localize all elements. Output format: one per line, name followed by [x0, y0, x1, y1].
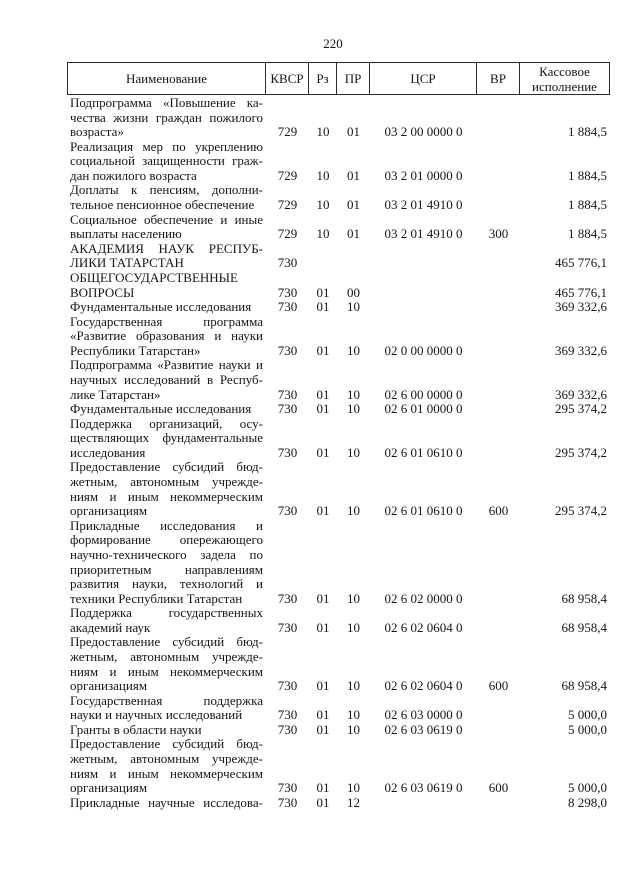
amount-cell: 5 000,0	[568, 721, 607, 737]
vr-cell	[477, 723, 520, 738]
rz-cell: 01	[316, 619, 330, 635]
rz-cell: 10	[316, 124, 330, 140]
name-line: «Развитие образования и науки	[70, 328, 263, 344]
name-line: Предоставление субсидий бюд-	[70, 634, 263, 650]
name-line: выплаты населению	[70, 226, 182, 242]
name-line: академий наук	[70, 619, 151, 635]
amount-cell: 465 776,1	[555, 255, 607, 271]
amount-cell: 295 374,2	[555, 503, 607, 519]
amount-cell: 5 000,0	[568, 707, 607, 723]
rz-cell: 10	[316, 197, 330, 213]
row-name-cell	[68, 417, 266, 461]
name-line: научно-технического задела по	[70, 546, 263, 562]
amount-cell: 5 000,0	[568, 780, 607, 796]
name-line: возраста»	[70, 124, 124, 140]
row-name-cell	[68, 519, 266, 606]
pr-cell: 01	[347, 197, 360, 213]
table-row	[68, 460, 609, 518]
row-name-cell	[68, 315, 266, 359]
name-line: Прикладные исследования и	[70, 517, 263, 533]
name-line: ниям и иным некоммерческим	[70, 765, 263, 781]
header-amount	[520, 63, 609, 94]
pr-cell: 10	[347, 503, 360, 519]
table-row	[68, 140, 609, 184]
table-row	[68, 737, 609, 795]
table-row	[68, 300, 609, 315]
vr-cell: 600	[488, 503, 509, 519]
table-row	[68, 635, 609, 693]
rz-cell: 01	[316, 284, 330, 300]
csr-cell: 02 6 01 0610 0	[384, 503, 463, 519]
header-pr-label: ПР	[344, 71, 362, 86]
row-name-cell	[68, 242, 266, 271]
csr-cell: 02 6 02 0604 0	[384, 619, 463, 635]
rz-cell: 10	[316, 167, 330, 183]
kvsr-cell: 730	[277, 619, 298, 635]
vr-cell	[477, 300, 520, 315]
rz-cell: 01	[316, 721, 330, 737]
kvsr-cell: 730	[277, 401, 298, 417]
amount-cell: 1 884,5	[568, 226, 607, 242]
vr-cell	[477, 344, 520, 359]
name-line: ВОПРОСЫ	[70, 284, 135, 300]
vr-cell: 600	[488, 678, 509, 694]
rz-cell	[309, 256, 337, 271]
amount-cell: 8 298,0	[568, 794, 607, 810]
name-line: Подпрограмма «Повышение ка-	[70, 95, 263, 110]
pr-cell: 10	[347, 342, 360, 358]
vr-cell	[477, 446, 520, 461]
table-body	[67, 95, 610, 810]
row-name-cell	[68, 96, 266, 140]
rz-cell: 01	[316, 386, 330, 402]
pr-cell: 12	[347, 794, 360, 810]
vr-cell	[477, 796, 520, 811]
table-header	[67, 62, 610, 95]
vr-cell	[477, 402, 520, 417]
row-name-cell	[68, 213, 266, 242]
pr-cell: 01	[347, 226, 360, 242]
name-line: Государственная поддержка	[70, 692, 263, 708]
amount-cell: 68 958,4	[561, 678, 607, 694]
name-line: АКАДЕМИЯ НАУК РЕСПУБ-	[70, 240, 263, 256]
csr-cell: 03 2 01 0000 0	[384, 167, 463, 183]
name-line: Предоставление субсидий бюд-	[70, 459, 263, 475]
amount-cell: 369 332,6	[555, 342, 607, 358]
amount-cell: 68 958,4	[561, 590, 607, 606]
name-line: ОБЩЕГОСУДАРСТВЕННЫЕ	[70, 269, 238, 285]
name-line: жетным, автономным учрежде-	[70, 474, 263, 490]
csr-cell: 02 0 00 0000 0	[384, 342, 463, 358]
rz-cell: 10	[316, 226, 330, 242]
name-line: науки и научных исследований	[70, 707, 243, 723]
header-csr	[370, 63, 477, 94]
vr-cell: 300	[488, 226, 509, 242]
vr-cell	[477, 256, 520, 271]
name-line: научных исследований в Респуб-	[70, 371, 263, 387]
table-row	[68, 358, 609, 402]
pr-cell	[337, 256, 370, 271]
rz-cell: 01	[316, 794, 330, 810]
row-name-cell	[68, 358, 266, 402]
kvsr-cell: 730	[277, 342, 298, 358]
csr-cell: 02 6 02 0604 0	[384, 678, 463, 694]
name-line: чества жизни граждан пожилого	[70, 109, 263, 125]
name-line: социальной защищенности граж-	[70, 153, 263, 169]
vr-cell	[477, 621, 520, 636]
header-amount-label: Кассовое исполнение	[532, 63, 597, 94]
name-line: Фундаментальные исследования	[70, 299, 252, 315]
kvsr-cell: 730	[277, 255, 298, 271]
row-name-cell	[68, 183, 266, 212]
table-row	[68, 402, 609, 417]
rz-cell: 01	[316, 342, 330, 358]
name-line: Поддержка организаций, осу-	[70, 415, 263, 431]
row-name-cell	[68, 271, 266, 300]
vr-cell	[477, 125, 520, 140]
amount-cell: 1 884,5	[568, 197, 607, 213]
table-row	[68, 242, 609, 271]
pr-cell: 10	[347, 678, 360, 694]
kvsr-cell: 730	[277, 284, 298, 300]
kvsr-cell: 730	[277, 590, 298, 606]
amount-cell: 1 884,5	[568, 167, 607, 183]
name-line: Реализация мер по укреплению	[70, 138, 263, 154]
amount-cell: 68 958,4	[561, 619, 607, 635]
csr-cell: 02 6 03 0619 0	[384, 780, 463, 796]
vr-cell: 600	[488, 780, 509, 796]
page-number: 220	[323, 36, 343, 51]
rz-cell: 01	[316, 299, 330, 315]
kvsr-cell: 730	[277, 678, 298, 694]
name-line: ществляющих фундаментальные	[70, 430, 263, 446]
pr-cell: 10	[347, 619, 360, 635]
pr-cell: 01	[347, 124, 360, 140]
amount-cell: 465 776,1	[555, 284, 607, 300]
header-kvsr	[266, 63, 309, 94]
table-row	[68, 519, 609, 606]
row-name-cell	[68, 635, 266, 693]
pr-cell: 10	[347, 780, 360, 796]
pr-cell: 10	[347, 386, 360, 402]
row-name-cell	[68, 402, 266, 417]
name-line: техники Республики Татарстан	[70, 590, 243, 606]
rz-cell: 01	[316, 503, 330, 519]
name-line: дан пожилого возраста	[70, 167, 197, 183]
csr-cell: 02 6 00 0000 0	[384, 386, 463, 402]
name-line: Республики Татарстан»	[70, 342, 201, 358]
amount-cell: 295 374,2	[555, 401, 607, 417]
kvsr-cell: 730	[277, 721, 298, 737]
csr-cell	[370, 300, 477, 315]
table-row	[68, 315, 609, 359]
budget-table	[67, 62, 610, 810]
name-line: жетным, автономным учрежде-	[70, 648, 263, 664]
name-line: исследования	[70, 444, 146, 460]
row-name-cell	[68, 694, 266, 723]
pr-cell: 00	[347, 284, 360, 300]
name-line: Подпрограмма «Развитие науки и	[70, 357, 263, 373]
name-line: организациям	[70, 503, 148, 519]
pr-cell: 10	[347, 444, 360, 460]
name-line: организациям	[70, 678, 148, 694]
kvsr-cell: 730	[277, 780, 298, 796]
header-csr-label: ЦСР	[410, 71, 436, 86]
table-row	[68, 796, 609, 811]
csr-cell	[370, 796, 477, 811]
name-line: приоритетным направлениям	[70, 561, 263, 577]
csr-cell: 02 6 02 0000 0	[384, 590, 463, 606]
kvsr-cell: 730	[277, 299, 298, 315]
table-row	[68, 694, 609, 723]
csr-cell: 03 2 00 0000 0	[384, 124, 463, 140]
name-line: ЛИКИ ТАТАРСТАН	[70, 255, 184, 271]
csr-cell: 02 6 01 0610 0	[384, 444, 463, 460]
kvsr-cell: 730	[277, 707, 298, 723]
table-row	[68, 417, 609, 461]
header-rz-label: Рз	[316, 71, 329, 86]
pr-cell: 10	[347, 721, 360, 737]
table-row	[68, 723, 609, 738]
header-vr-label: ВР	[490, 71, 506, 86]
row-name-cell	[68, 300, 266, 315]
name-line: Социальное обеспечение и иные	[70, 211, 263, 227]
csr-cell: 02 6 03 0619 0	[384, 721, 463, 737]
vr-cell	[477, 388, 520, 403]
table-row	[68, 213, 609, 242]
vr-cell	[477, 592, 520, 607]
name-line: формирование опережающего	[70, 532, 263, 548]
name-line: Предоставление субсидий бюд-	[70, 736, 263, 752]
name-line: тельное пенсионное обеспечение	[70, 197, 255, 213]
csr-cell: 03 2 01 4910 0	[384, 197, 463, 213]
name-line: организациям	[70, 780, 148, 796]
name-line: развития науки, технологий и	[70, 576, 263, 592]
row-name-cell	[68, 723, 266, 738]
header-pr	[337, 63, 370, 94]
csr-cell: 03 2 01 4910 0	[384, 226, 463, 242]
amount-cell: 369 332,6	[555, 299, 607, 315]
rz-cell: 01	[316, 780, 330, 796]
vr-cell	[477, 708, 520, 723]
kvsr-cell: 729	[277, 167, 298, 183]
name-line: Гранты в области науки	[70, 721, 202, 737]
table-row	[68, 271, 609, 300]
kvsr-cell: 730	[277, 444, 298, 460]
name-line: Государственная программа	[70, 313, 263, 329]
pr-cell: 01	[347, 167, 360, 183]
csr-cell: 02 6 03 0000 0	[384, 707, 463, 723]
kvsr-cell: 729	[277, 124, 298, 140]
name-line: лике Татарстан»	[70, 386, 161, 402]
pr-cell: 10	[347, 707, 360, 723]
rz-cell: 01	[316, 707, 330, 723]
row-name-cell	[68, 460, 266, 518]
name-line: ниям и иным некоммерческим	[70, 488, 263, 504]
table-row	[68, 96, 609, 140]
header-kvsr-label: КВСР	[270, 71, 304, 86]
pr-cell: 10	[347, 590, 360, 606]
name-line: жетным, автономным учрежде-	[70, 751, 263, 767]
name-line: Прикладные научные исследова-	[70, 794, 263, 810]
pr-cell: 10	[347, 299, 360, 315]
vr-cell	[477, 286, 520, 301]
kvsr-cell: 729	[277, 197, 298, 213]
name-line: Доплаты к пенсиям, дополни-	[70, 182, 263, 198]
csr-cell	[370, 286, 477, 301]
row-name-cell	[68, 796, 266, 811]
header-name-label: Наименование	[126, 71, 207, 86]
name-line: Фундаментальные исследования	[70, 401, 252, 417]
amount-cell: 295 374,2	[555, 444, 607, 460]
header-vr	[477, 63, 520, 94]
row-name-cell	[68, 606, 266, 635]
table-row	[68, 183, 609, 212]
pr-cell: 10	[347, 401, 360, 417]
vr-cell	[477, 198, 520, 213]
kvsr-cell: 729	[277, 226, 298, 242]
rz-cell: 01	[316, 590, 330, 606]
name-line: ниям и иным некоммерческим	[70, 663, 263, 679]
table-row	[68, 606, 609, 635]
csr-cell: 02 6 01 0000 0	[384, 401, 463, 417]
rz-cell: 01	[316, 401, 330, 417]
amount-cell: 1 884,5	[568, 124, 607, 140]
header-rz	[309, 63, 337, 94]
vr-cell	[477, 169, 520, 184]
csr-cell	[370, 256, 477, 271]
amount-cell: 369 332,6	[555, 386, 607, 402]
kvsr-cell: 730	[277, 386, 298, 402]
row-name-cell	[68, 737, 266, 795]
rz-cell: 01	[316, 678, 330, 694]
row-name-cell	[68, 140, 266, 184]
kvsr-cell: 730	[277, 794, 298, 810]
kvsr-cell: 730	[277, 503, 298, 519]
header-name	[68, 63, 266, 94]
rz-cell: 01	[316, 444, 330, 460]
name-line: Поддержка государственных	[70, 605, 263, 621]
